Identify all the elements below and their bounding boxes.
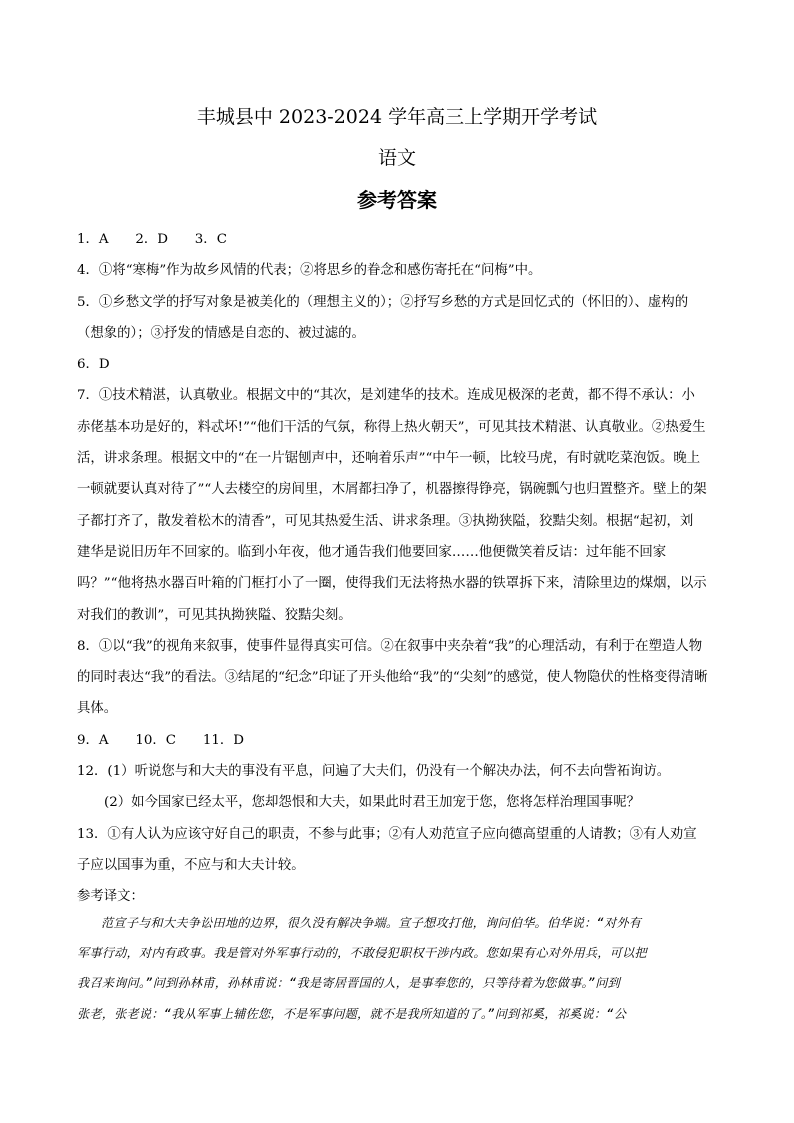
answer-line: 活，讲求条理。根据文中的“在一片锯刨声中，还响着乐声”“中午一顿，比较马虎，有时就吃菜泡饭。晚上 <box>77 451 701 467</box>
answer-line: （想象的）；③抒发的情感是自恋的、被过滤的。 <box>77 325 365 341</box>
answer-line: 具体。 <box>77 701 118 717</box>
answer-line: 1．A 2．D 3．C <box>77 232 227 247</box>
answer-line: 吗？”“他将热水器百叶箱的门框打小了一圈，使得我们无法将热水器的铁罩拆下来，清除里边的煤烟，以示 <box>77 576 707 592</box>
answer-line: 9．A 10．C 11．D <box>77 732 244 748</box>
answer-line: 13．①有人认为应该守好自己的职责，不参与此事；②有人劝范宣子应向德高望重的人请教；③有人劝宣 <box>77 826 697 842</box>
answer-line: 建华是说旧历年不回家的。临到小年夜，他才通告我们他要回家……他便微笑着反诘：过年能不回家 <box>77 544 667 560</box>
translation-label: 参考译文： <box>77 889 144 905</box>
answer-line: 子都打齐了，散发着松木的清香”，可见其热爱生活、讲求条理。③执拗狭隘，狡黠尖刻。根据“起初，刘 <box>77 513 694 529</box>
answer-line: 的同时表达“我”的看法。③结尾的“纪念”印证了开头他给“我”的“尖刻”的感觉，使人物隐伏的性格变得清晰 <box>77 670 708 686</box>
subject-title: 语文 <box>377 147 416 169</box>
answers-body <box>77 224 717 913</box>
translation-line: 范宣子与和大夫争讼田地的边界，很久没有解决争端。宣子想攻打他，询问伯华。伯华说：“对外有 <box>101 916 642 930</box>
answer-line: 8．①以“我”的视角来叙事，使事件显得真实可信。②在叙事中夹杂着“我”的心理活动，有利于在塑造人物 <box>77 638 703 654</box>
answer-line: 12．(1）听说您与和大夫的事没有平息，问遍了大夫们，仍没有一个解决办法，何不去向訾祏询访。 <box>77 764 671 780</box>
answer-line: 一顿就要认真对待了”“人去楼空的房间里，木屑都扫净了，机器擦得铮亮，锅碗瓢勺也归置整齐。壁上的架 <box>77 482 707 498</box>
answer-line: 5．①乡愁文学的抒写对象是被美化的（理想主义的）；②抒写乡愁的方式是回忆式的（怀旧的）、虚构的 <box>77 294 689 310</box>
answer-heading: 参考答案 <box>357 188 437 212</box>
answer-line: 7．①技术精湛，认真敬业。根据文中的“其次，是刘建华的技术。连成见极深的老黄，都不得不承认：小 <box>77 388 695 404</box>
translation-line: 军事行动，对内有政事。我是管对外军事行动的，不敢侵犯职权干涉内政。您如果有心对外用兵，可以把 <box>77 946 647 961</box>
reference-translation <box>77 908 717 1029</box>
answer-line: 4．①将“寒梅”作为故乡风情的代表；②将思乡的眷念和感伤寄托在“问梅”中。 <box>77 263 542 279</box>
exam-title: 丰城县中 2023-2024 学年高三上学期开学考试 <box>196 106 598 128</box>
translation-line: 我召来询问。”问到孙林甫，孙林甫说：“我是寄居晋国的人，是事奉您的，只等待着为您做事。”问到 <box>77 976 621 991</box>
translation-line: 张老，张老说：“我从军事上辅佐您，不是军事问题，就不是我所知道的了。”问到祁奚，祁奚说：“公 <box>77 1006 627 1021</box>
answer-line: 对我们的教训”，可见其执拗狭隘、狡黠尖刻。 <box>77 607 352 623</box>
answer-line: (2）如今国家已经太平，您却怨恨和大夫，如果此时君王加宠于您，您将怎样治理国事呢？ <box>104 795 640 811</box>
answer-line: 6．D <box>77 357 110 373</box>
answer-line: 赤佬基本功是好的，料忒坏!”“他们干活的气氛，称得上热火朝天”，可见其技术精湛、认真敬业。②热爱生 <box>77 419 706 435</box>
answer-line: 子应以国事为重，不应与和大夫计较。 <box>77 857 305 873</box>
